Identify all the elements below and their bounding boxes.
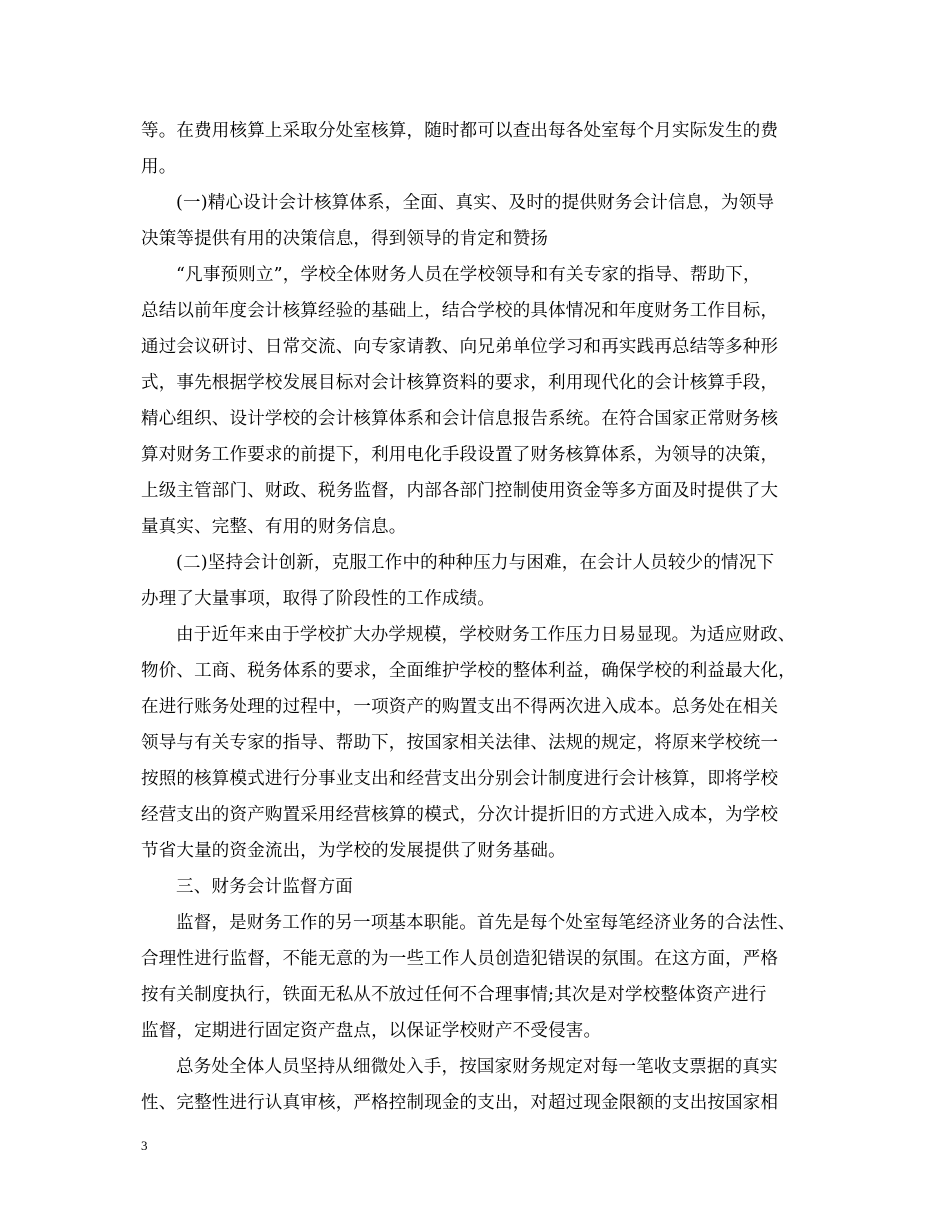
text-line: 精心组织、设计学校的会计核算体系和会计信息报告系统。在符合国家正常财务核 bbox=[141, 409, 779, 429]
page-number: 3 bbox=[141, 1138, 148, 1153]
section-heading: (二)坚持会计创新，克服工作中的种种压力与困难，在会计人员较少的情况下 bbox=[176, 553, 775, 573]
text-line: 节省大量的资金流出，为学校的发展提供了财务基础。 bbox=[141, 841, 566, 861]
text-line: 算对财务工作要求的前提下，利用电化手段设置了财务核算体系，为领导的决策， bbox=[141, 445, 779, 465]
text-line: 在进行账务处理的过程中，一项资产的购置支出不得两次进入成本。总务处在相关 bbox=[141, 697, 779, 717]
text-line: “凡事预则立”，学校全体财务人员在学校领导和有关专家的指导、帮助下， bbox=[176, 265, 761, 285]
text-line: 领导与有关专家的指导、帮助下，按国家相关法律、法规的规定，将原来学校统一 bbox=[141, 733, 779, 753]
section-heading: 决策等提供有用的决策信息，得到领导的肯定和赞扬 bbox=[141, 229, 549, 249]
text-line: 按有关制度执行，铁面无私从不放过任何不合理事情;其次是对学校整体资产进行 bbox=[141, 985, 767, 1005]
section-heading: 办理了大量事项，取得了阶段性的工作成绩。 bbox=[141, 589, 495, 609]
text-line: 等。在费用核算上采取分处室核算，随时都可以查出每各处室每个月实际发生的费 bbox=[141, 121, 779, 141]
text-line: 由于近年来由于学校扩大办学规模，学校财务工作压力日易显现。为适应财政、 bbox=[176, 625, 796, 645]
text-line: 用。 bbox=[141, 157, 177, 177]
text-line: 总结以前年度会计核算经验的基础上，结合学校的具体情况和年度财务工作目标， bbox=[141, 301, 779, 321]
text-line: 监督，是财务工作的另一项基本职能。首先是每个处室每笔经济业务的合法性、 bbox=[176, 913, 796, 933]
text-line: 合理性进行监督，不能无意的为一些工作人员创造犯错误的氛围。在这方面，严格 bbox=[141, 949, 779, 969]
text-line: 式，事先根据学校发展目标对会计核算资料的要求，利用现代化的会计核算手段， bbox=[141, 373, 779, 393]
text-line: 通过会议研讨、日常交流、向专家请教、向兄弟单位学习和再实践再总结等多种形 bbox=[141, 337, 779, 357]
text-line: 按照的核算模式进行分事业支出和经营支出分别会计制度进行会计核算，即将学校 bbox=[141, 769, 779, 789]
text-line: 量真实、完整、有用的财务信息。 bbox=[141, 517, 407, 537]
section-heading: 三、财务会计监督方面 bbox=[176, 877, 353, 897]
section-heading: (一)精心设计会计核算体系，全面、真实、及时的提供财务会计信息，为领导 bbox=[176, 193, 775, 213]
text-line: 监督，定期进行固定资产盘点，以保证学校财产不受侵害。 bbox=[141, 1021, 602, 1041]
text-line: 物价、工商、税务体系的要求，全面维护学校的整体利益，确保学校的利益最大化， bbox=[141, 661, 796, 681]
text-line: 总务处全体人员坚持从细微处入手，按国家财务规定对每一笔收支票据的真实 bbox=[176, 1057, 778, 1077]
text-line: 经营支出的资产购置采用经营核算的模式，分次计提折旧的方式进入成本，为学校 bbox=[141, 805, 779, 825]
text-line: 上级主管部门、财政、税务监督，内部各部门控制使用资金等多方面及时提供了大 bbox=[141, 481, 779, 501]
text-line: 性、完整性进行认真审核，严格控制现金的支出，对超过现金限额的支出按国家相 bbox=[141, 1093, 779, 1113]
